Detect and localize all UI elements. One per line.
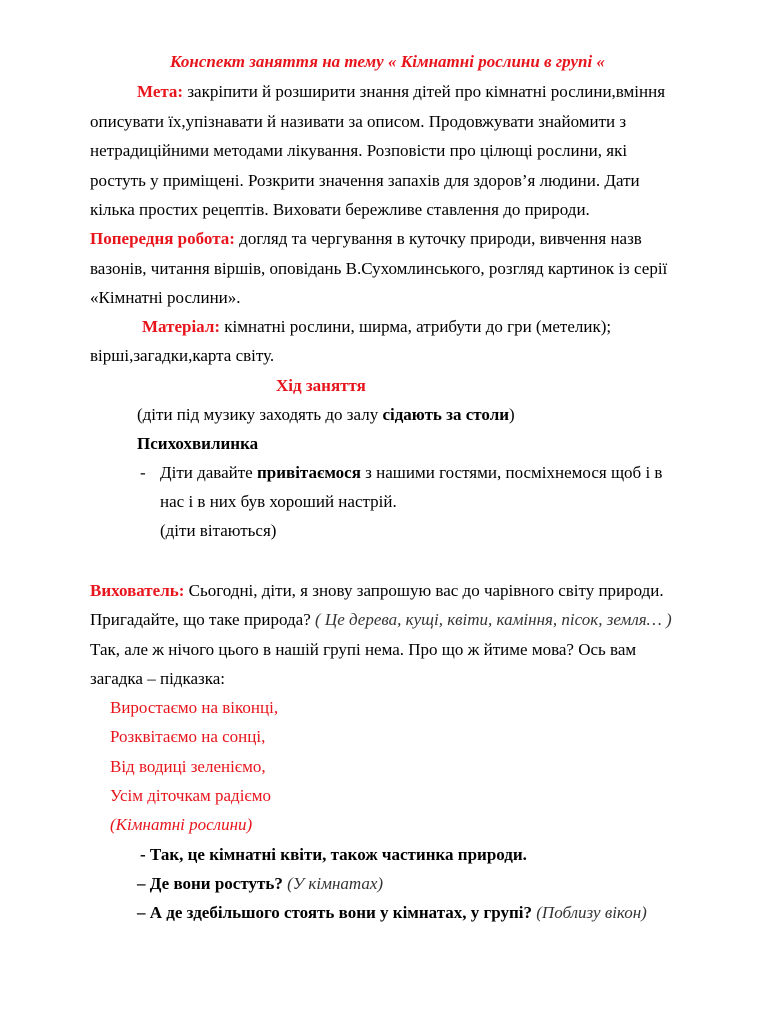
goal-label: Мета: <box>137 82 184 101</box>
riddle-line-3: Від водиці зеленіємо, <box>110 757 266 776</box>
greeting-line-3: (діти вітаються) <box>160 521 277 540</box>
prep-line-1 <box>90 229 642 249</box>
teacher-line-3: Так, але ж нічого цього в нашій групі нема. Про що ж йтиме мова? Ось вам <box>90 640 637 659</box>
goal-line-1 <box>137 82 665 102</box>
teacher-line-2 <box>90 610 672 630</box>
psycho-heading: Психохвилинка <box>137 434 259 453</box>
greeting-line-2: нас і в них був хороший настрій. <box>160 492 397 511</box>
material-line-1 <box>142 317 611 337</box>
greeting-dash: - <box>140 463 146 482</box>
riddle-line-1: Виростаємо на віконці, <box>110 698 279 717</box>
teacher-label: Вихователь: <box>90 581 185 600</box>
dialog-question-1: – Де вони ростуть? <box>137 874 288 893</box>
teacher-line-1 <box>90 581 664 601</box>
riddle-line-2: Розквітаємо на сонці, <box>110 727 266 746</box>
greeting-text: Діти давайте <box>160 463 257 482</box>
dialog-answer-2: (Поблизу вікон) <box>536 903 647 922</box>
progress-heading: Хід заняття <box>276 376 366 395</box>
entry-bold: сідають за столи <box>382 405 510 424</box>
teacher-text: Сьогодні, діти, я знову запрошую вас до чарівного світу природи. <box>188 581 664 600</box>
dialog-answer-1: (У кімнатах) <box>287 874 384 893</box>
teacher-answer: ( Це дерева, кущі, квіти, каміння, пісок, земля… ) <box>315 610 672 629</box>
goal-line-4: ростуть у приміщені. Розкрити значення запахів для здоров’я людини. Дати <box>90 171 640 190</box>
goal-line-3: нетрадиційними методами лікування. Розповісти про цілющі рослини, які <box>90 141 628 160</box>
material-label: Матеріал: <box>142 317 221 336</box>
dialog-line-3 <box>137 903 647 923</box>
goal-line-5: кілька простих рецептів. Виховати бережливе ставлення до природи. <box>90 200 590 219</box>
material-line-2: вірші,загадки,карта світу. <box>90 346 275 365</box>
greeting-rest: з нашими гостями, посміхнемося щоб і в <box>360 463 663 482</box>
riddle-line-4: Усім діточкам радіємо <box>110 786 271 805</box>
entry-line <box>137 405 515 425</box>
entry-close: ) <box>509 405 515 424</box>
prep-line-2: вазонів, читання віршів, оповідань В.Сухомлинського, розгляд картинок із серії <box>90 259 668 278</box>
goal-line-2: описувати їх,упізнавати й називати за описом. Продовжувати знайомити з <box>90 112 627 131</box>
teacher-line-4: загадка – підказка: <box>90 669 225 688</box>
riddle-answer: (Кімнатні рослини) <box>110 815 253 834</box>
entry-text: (діти під музику заходять до залу <box>137 405 383 424</box>
greeting-line-1 <box>160 463 662 483</box>
teacher-question: Пригадайте, що таке природа? <box>90 610 316 629</box>
prep-line-3: «Кімнатні рослини». <box>90 288 241 307</box>
prep-text: догляд та чергування в куточку природи, вивчення назв <box>239 229 642 248</box>
dialog-line-2 <box>137 874 383 894</box>
dialog-question-2: – А де здебільшого стоять вони у кімнатах, у групі? <box>137 903 537 922</box>
goal-text: закріпити й розширити знання дітей про кімнатні рослини,вміння <box>187 82 666 101</box>
document-title: Конспект заняття на тему « Кімнатні рослини в групі « <box>170 52 605 71</box>
greeting-bold: привітаємося <box>256 463 361 482</box>
material-text: кімнатні рослини, ширма, атрибути до гри (метелик); <box>224 317 612 336</box>
prep-label: Попередня робота: <box>90 229 235 248</box>
dialog-line-1: - Так, це кімнатні квіти, також частинка природи. <box>140 845 527 864</box>
